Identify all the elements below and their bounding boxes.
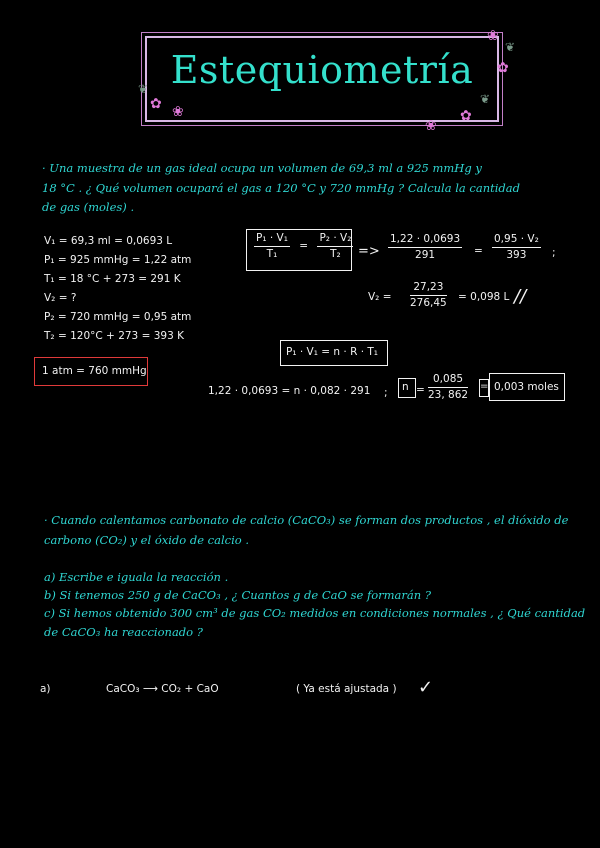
leaf-decoration: ❦ — [138, 82, 149, 96]
conversion-text: 1 atm = 760 mmHg — [42, 365, 147, 377]
problem2-line2: carbono (CO₂) y el óxido de calcio . — [44, 533, 250, 547]
denominator: 291 — [415, 248, 436, 261]
fraction — [492, 234, 541, 260]
v2-result: = 0,098 L — [458, 291, 510, 303]
denominator: T₁ — [266, 247, 278, 260]
flower-decoration: ❀ — [425, 118, 437, 134]
semicolon: ; — [384, 387, 388, 399]
problem2-line1: · Cuando calentamos carbonato de calcio (CaCO₃) se forman dos productos , el dióxido de — [44, 513, 569, 527]
flower-decoration: ❀ — [172, 104, 184, 120]
numerator: 0,085 — [428, 374, 468, 388]
ideal-gas-formula: P₁ · V₁ = n · R · T₁ — [286, 346, 379, 358]
reaction-note: ( Ya está ajustada ) — [296, 683, 397, 695]
v2-fraction — [410, 282, 447, 308]
fraction — [388, 234, 462, 260]
semicolon: ; — [552, 247, 556, 259]
substitution-left — [388, 234, 462, 260]
question-c-cont: de CaCO₃ ha reaccionado ? — [44, 625, 203, 639]
flower-decoration: ✿ — [497, 60, 509, 76]
n-fraction — [428, 374, 468, 400]
equals-sign: = — [299, 240, 309, 252]
numerator: 27,23 — [410, 282, 447, 296]
substitution-right — [492, 234, 541, 260]
data-t1: T₁ = 18 °C + 273 = 291 K — [44, 273, 181, 285]
gas-law-formula — [254, 233, 353, 259]
numerator: 0,95 · V₂ — [492, 234, 541, 248]
numerator: 1,22 · 0,0693 — [388, 234, 462, 248]
flower-decoration: ❀ — [487, 28, 499, 44]
denominator: 23, 862 — [428, 388, 469, 401]
equals-sign: = — [416, 384, 425, 396]
data-v2: V₂ = ? — [44, 292, 77, 304]
flower-decoration: ✿ — [150, 96, 162, 112]
denominator: 276,45 — [410, 296, 447, 309]
result-mark: // — [514, 286, 527, 307]
leaf-decoration: ❦ — [480, 92, 491, 106]
numerator: P₂ · V₂ — [317, 233, 353, 247]
data-p2: P₂ = 720 mmHg = 0,95 atm — [44, 311, 192, 323]
numerator: P₁ · V₁ — [254, 233, 290, 247]
flower-decoration: ✿ — [460, 108, 472, 124]
leaf-decoration: ❦ — [505, 40, 516, 54]
equals-sign: = — [474, 245, 483, 257]
data-v1: V₁ = 69,3 ml = 0,0693 L — [44, 235, 173, 247]
answer-label: a) — [40, 683, 51, 695]
data-p1: P₁ = 925 mmHg = 1,22 atm — [44, 254, 192, 266]
equals-sign: = — [480, 381, 489, 392]
question-a: a) Escribe e iguala la reacción . — [44, 570, 229, 584]
data-t2: T₂ = 120°C + 273 = 393 K — [44, 330, 184, 342]
problem1-line2: 18 °C . ¿ Qué volumen ocupará el gas a 120 °C y 720 mmHg ? Calcula la cantidad — [42, 181, 521, 195]
reaction-equation: CaCO₃ ⟶ CO₂ + CaO — [106, 683, 219, 695]
ideal-gas-substitution: 1,22 · 0,0693 = n · 0,082 · 291 — [208, 385, 371, 397]
problem1-line3: de gas (moles) . — [42, 200, 135, 214]
page-title: Estequiometría — [170, 48, 474, 92]
v2-label: V₂ = — [368, 291, 392, 303]
n-label: n — [402, 381, 409, 393]
fraction — [410, 282, 447, 308]
fraction — [254, 233, 290, 259]
question-b: b) Si tenemos 250 g de CaCO₃ , ¿ Cuantos g de CaO se formarán ? — [44, 588, 431, 602]
check-icon: ✓ — [418, 677, 434, 698]
question-c: c) Si hemos obtenido 300 cm³ de gas CO₂ medidos en condiciones normales , ¿ Qué cantidad — [44, 606, 586, 620]
problem1-line1: · Una muestra de un gas ideal ocupa un volumen de 69,3 ml a 925 mmHg y — [42, 161, 482, 175]
denominator: T₂ — [330, 247, 341, 260]
n-result: 0,003 moles — [494, 381, 559, 393]
fraction — [428, 374, 468, 400]
fraction — [317, 233, 353, 259]
implies-arrow: => — [358, 244, 380, 259]
denominator: 393 — [506, 248, 527, 261]
